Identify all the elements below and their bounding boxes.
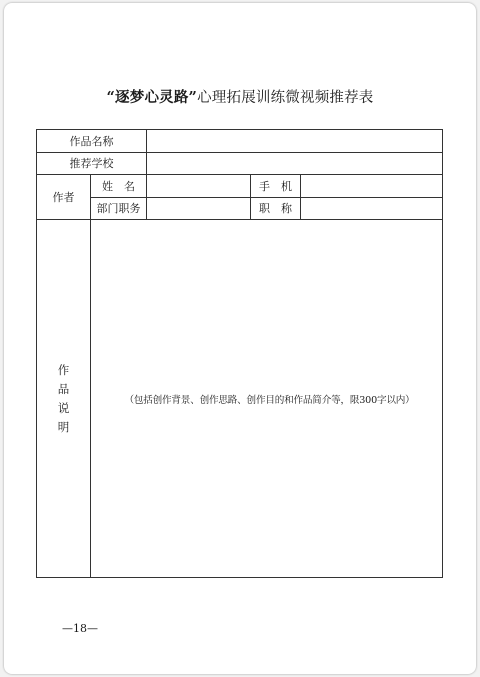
work-name-label: 作品名称 xyxy=(37,130,147,153)
description-field[interactable] xyxy=(91,220,443,578)
description-hint: （包括创作背景、创作思路、创作目的和作品简介等，限300字以内） xyxy=(124,394,415,406)
job-title-label: 职 称 xyxy=(251,198,301,220)
description-label-char: 明 xyxy=(57,419,70,434)
row-author-name xyxy=(37,175,443,198)
row-description xyxy=(37,220,443,578)
form-title xyxy=(0,86,480,107)
description-label-char: 品 xyxy=(57,381,70,396)
recommendation-form-table xyxy=(36,129,443,578)
dept-field[interactable] xyxy=(147,198,251,220)
dept-label: 部门职务 xyxy=(91,198,147,220)
title-quoted: “逐梦心灵路” xyxy=(106,89,198,106)
work-name-field[interactable] xyxy=(147,130,443,153)
school-label: 推荐学校 xyxy=(37,153,147,175)
description-label xyxy=(37,220,91,578)
description-label-char: 作 xyxy=(57,362,70,377)
row-author-dept xyxy=(37,198,443,220)
school-field[interactable] xyxy=(147,153,443,175)
page-number: —18— xyxy=(62,622,98,635)
author-label: 作者 xyxy=(37,175,91,220)
description-label-char: 说 xyxy=(57,400,70,415)
job-title-field[interactable] xyxy=(301,198,443,220)
description-label-vertical xyxy=(58,361,70,437)
phone-label: 手 机 xyxy=(251,175,301,198)
row-work-name xyxy=(37,130,443,153)
name-field[interactable] xyxy=(147,175,251,198)
title-rest: 心理拓展训练微视频推荐表 xyxy=(197,90,374,106)
phone-field[interactable] xyxy=(301,175,443,198)
row-school xyxy=(37,153,443,175)
name-label: 姓 名 xyxy=(91,175,147,198)
